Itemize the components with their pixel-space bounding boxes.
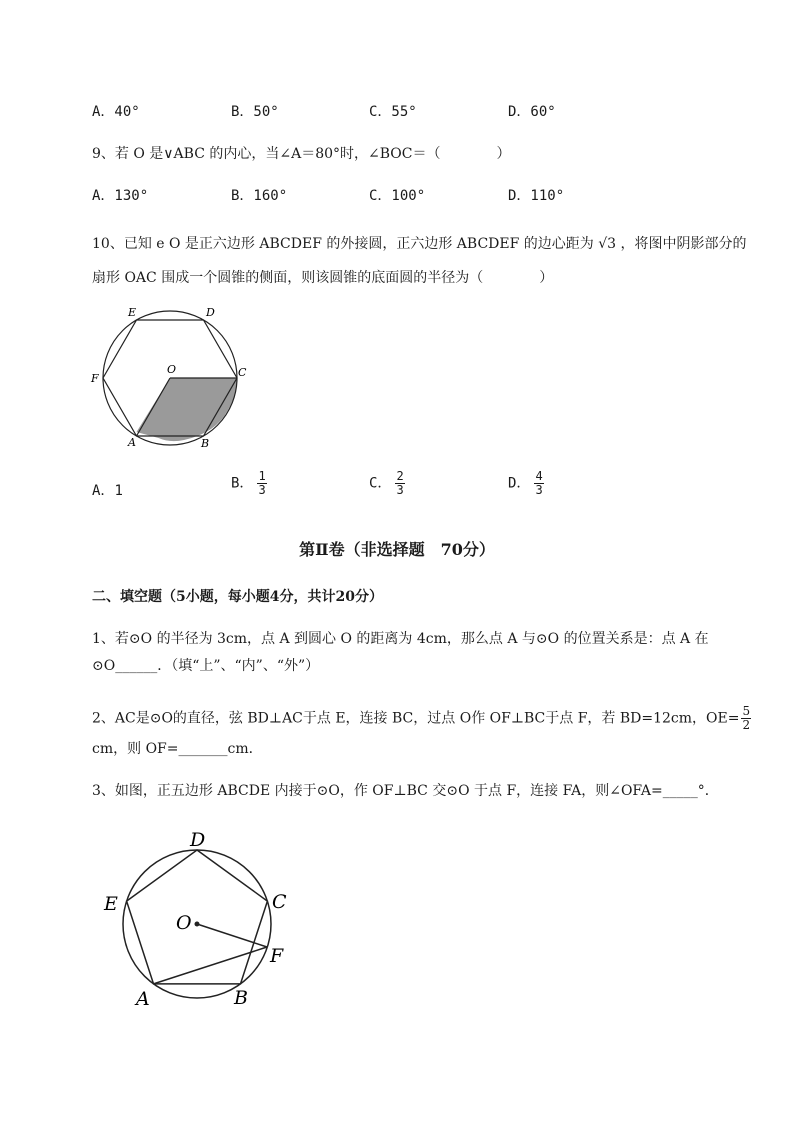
label-a: A xyxy=(128,436,136,449)
section2-heading: 二、填空题（5小题，每小题4分，共计20分） xyxy=(92,589,383,605)
q10-option-d-numerator: 4 xyxy=(535,469,543,483)
label-b: B xyxy=(201,437,210,449)
q10-option-b-fraction xyxy=(257,470,266,497)
q10-option-d-letter: D． xyxy=(508,475,531,492)
q10-option-d-fraction xyxy=(534,470,543,497)
q9-option-b: B．160° xyxy=(231,188,288,204)
fill2-oe-fraction xyxy=(741,705,751,732)
q9-option-d: D．110° xyxy=(508,188,565,204)
label-d: D xyxy=(190,829,206,851)
q10-option-b-numerator: 1 xyxy=(258,469,266,483)
q8-option-b: B．50° xyxy=(231,104,279,120)
hexagon-figure xyxy=(88,303,256,449)
q10-option-c-denominator: 3 xyxy=(396,483,404,497)
q9-option-c: C．100° xyxy=(369,188,426,204)
label-a: A xyxy=(136,988,150,1010)
q10-option-a-letter: A． xyxy=(92,483,115,499)
fill2-oe-numerator: 5 xyxy=(742,704,751,718)
q8-option-c: C．55° xyxy=(369,104,417,120)
q10-option-c-numerator: 2 xyxy=(396,469,404,483)
center-point-o xyxy=(195,922,200,927)
fill2-line2: cm，则 OF=_______cm． xyxy=(92,741,263,757)
label-d: D xyxy=(206,306,215,319)
q10-option-c-fraction xyxy=(395,470,404,497)
q10-option-b-denominator: 3 xyxy=(258,483,266,497)
label-e: E xyxy=(104,893,118,915)
label-b: B xyxy=(234,987,248,1009)
q10-stem-line1: 10、已知 e O 是正六边形 ABCDEF 的外接圆，正六边形 ABCDEF 的边心距为 √3 ，将图中阴影部分的 xyxy=(92,236,747,252)
fill2-line1 xyxy=(92,705,751,732)
q9-option-a: A．130° xyxy=(92,188,149,204)
q10-option-d xyxy=(508,470,544,497)
fill2-line1-text: 2、AC是⊙O的直径，弦 BD⊥AC于点 E，连接 BC，过点 O作 OF⊥BC于点 F，若 BD=12cm，OE= xyxy=(92,710,740,727)
q10-option-b xyxy=(231,470,267,497)
fill3-line1: 3、如图，正五边形 ABCDE 内接于⊙O，作 OF⊥BC 交⊙O 于点 F，连接 FA，则∠OFA=_____°． xyxy=(92,783,719,799)
label-c: C xyxy=(272,891,287,913)
q10-option-c xyxy=(369,470,405,497)
label-o: O xyxy=(176,912,192,934)
fill1-line1: 1、若⊙O 的半径为 3cm，点 A 到圆心 O 的距离为 4cm，那么点 A 与⊙O 的位置关系是：点 A 在 xyxy=(92,631,709,647)
segment-fa xyxy=(154,947,268,984)
part2-title: 第Ⅱ卷（非选择题 70分） xyxy=(299,540,495,559)
label-c: C xyxy=(238,366,247,379)
label-f: F xyxy=(270,945,284,967)
q10-stem-line2: 扇形 OAC 围成一个圆锥的侧面，则该圆锥的底面圆的半径为（ ） xyxy=(92,270,554,286)
q8-option-a: A．40° xyxy=(92,104,140,120)
q8-option-d: D．60° xyxy=(508,104,556,120)
label-f: F xyxy=(91,372,99,385)
fill2-oe-denominator: 2 xyxy=(742,718,751,732)
q9-stem: 9、若 O 是∨ABC 的内心，当∠A＝80°时，∠BOC＝（ ） xyxy=(92,146,511,162)
q10-option-d-denominator: 3 xyxy=(535,483,543,497)
q10-option-a xyxy=(92,480,123,500)
pentagon-abcde xyxy=(127,850,268,984)
label-e: E xyxy=(128,306,137,319)
q10-option-a-value: 1 xyxy=(114,483,123,499)
label-o: O xyxy=(167,363,177,376)
fill1-line2: ⊙O______．（填“上”、“内”、“外”） xyxy=(92,658,320,674)
q10-option-c-letter: C． xyxy=(369,475,392,492)
pentagon-figure xyxy=(96,826,300,1010)
q10-option-b-letter: B． xyxy=(231,475,254,492)
